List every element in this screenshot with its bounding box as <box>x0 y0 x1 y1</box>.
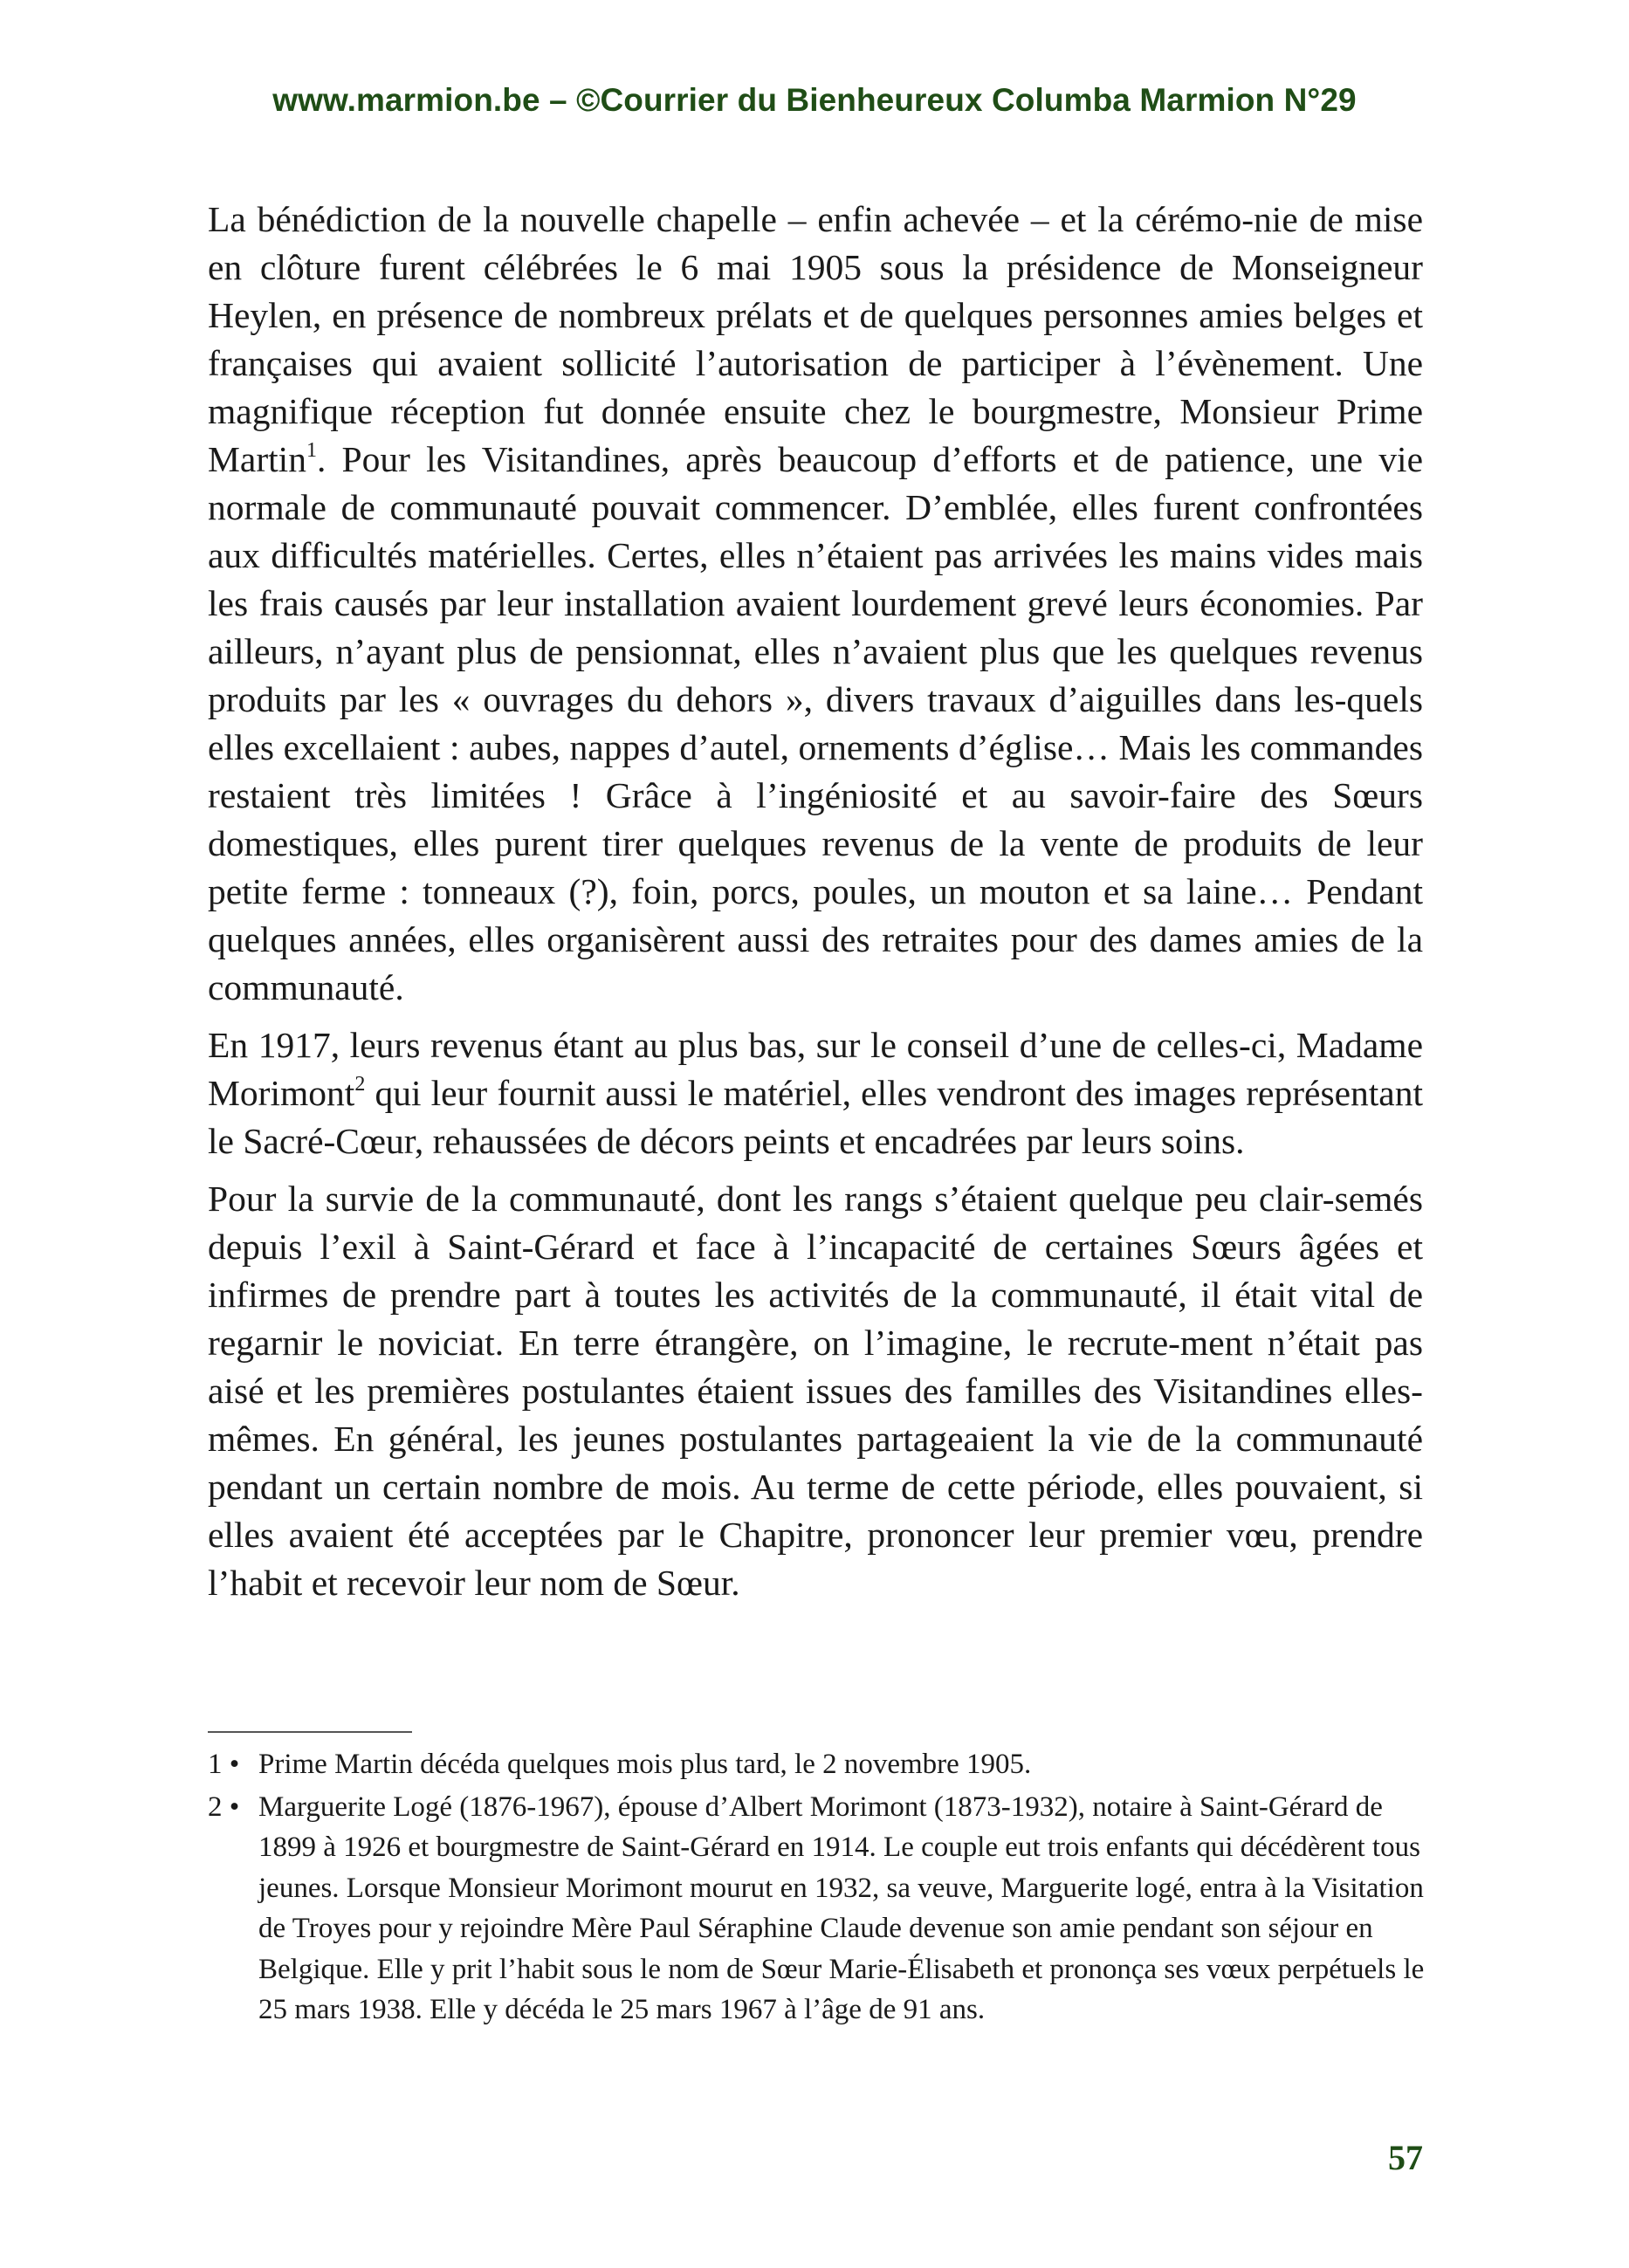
running-header: www.marmion.be – ©Courrier du Bienheureux Columba Marmion N°29 <box>272 82 1357 118</box>
main-text <box>208 196 1423 1617</box>
footnote-2 <box>208 1787 1430 2031</box>
footnote-ref-1[interactable]: 1 <box>306 439 317 463</box>
footnotes <box>208 1744 1430 2032</box>
footnote-text: Prime Martin décéda quelques mois plus tard, le 2 novembre 1905. <box>258 1749 1032 1780</box>
footnote-text: Marguerite Logé (1876-1967), épouse d’Albert Morimont (1873-1932), notaire à Saint-Gérard de 1899 à 1926 et bourgmestre de Saint-Gérard en 1914. Le couple eut trois enfants qui décédèrent tous jeunes. Lorsque Monsieur Morimont mourut en 1932, sa veuve, Marguerite logé, entra à la Visitation de Troyes pour y rejoindre Mère Paul Séraphine Claude devenue son amie pendant son séjour en Belgique. Elle y prit l’habit sous le nom de Sœur Marie-Élisabeth et prononça ses vœux perpétuels le 25 mars 1938. Elle y décéda le 25 mars 1967 à l’âge de 91 ans. <box>258 1790 1425 2025</box>
footnote-number: 2 • <box>208 1790 240 1823</box>
footnote-number: 1 • <box>208 1749 240 1780</box>
paragraph-2 <box>208 1021 1423 1165</box>
footnote-ref-2[interactable]: 2 <box>354 1073 366 1096</box>
paragraph-3: Pour la survie de la communauté, dont les rangs s’étaient quelque peu clair-semés depuis l’exil à Saint-Gérard et face à l’incapacité de certaines Sœurs âgées et infirmes de prendre part à toutes les activités de la communauté, il était vital de regarnir le noviciat. En terre étrangère, on l’imagine, le recrute-ment n’était pas aisé et les premières postulantes étaient issues des familles des Visitandines elles-mêmes. En général, les jeunes postulantes partageaient la vie de la communauté pendant un certain nombre de mois. Au terme de cette période, elles pouvaient, si elles avaient été acceptées par le Chapitre, prononcer leur premier vœu, prendre l’habit et recevoir leur nom de Sœur. <box>208 1179 1423 1603</box>
paragraph-1-text-b: . Pour les Visitandines, après beaucoup d’efforts et de patience, une vie normale de communauté pouvait commencer. D’emblée, elles furent confrontées aux difficultés matérielles. Certes, elles n’étaient pas arrivées les mains vides mais les frais causés par leur installation avaient lourdement grevé leurs économies. Par ailleurs, n’ayant plus de pensionnat, elles n’avaient plus que les quelques revenus produits par les « ouvrages du dehors », divers travaux d’aiguilles dans les-quels elles excellaient : aubes, nappes d’autel, ornements d’église… Mais les commandes restaient très limitées ! Grâce à l’ingéniosité et au savoir-faire des Sœurs domestiques, elles purent tirer quelques revenus de la vente de produits de leur petite ferme : tonneaux (?), foin, porcs, poules, un mouton et sa laine… Pendant quelques années, elles organisèrent aussi des retraites pour des dames amies de la communauté. <box>208 439 1423 1007</box>
paragraph-2-text-b: qui leur fournit aussi le matériel, elles vendront des images représentant le Sacré-Cœur, rehaussées de décors peints et encadrées par leurs soins. <box>208 1073 1423 1161</box>
paragraph-2-text-a: En 1917, leurs revenus étant au plus bas, sur le conseil d’une de celles-ci, Madame Morimont <box>208 1025 1423 1113</box>
page-number: 57 <box>1388 2138 1423 2177</box>
paragraph-1-text-a: La bénédiction de la nouvelle chapelle – enfin achevée – et la cérémo-nie de mise en clôture furent célébrées le 6 mai 1905 sous la présidence de Monseigneur Heylen, en présence de nombreux prélats et de quelques personnes amies belges et françaises qui avaient sollicité l’autorisation de participer à l’évènement. Une magnifique réception fut donnée ensuite chez le bourgmestre, Monsieur Prime Martin <box>208 199 1423 479</box>
footnote-divider <box>208 1731 412 1733</box>
footnote-1 <box>208 1744 1430 1785</box>
paragraph-1 <box>208 196 1423 1012</box>
